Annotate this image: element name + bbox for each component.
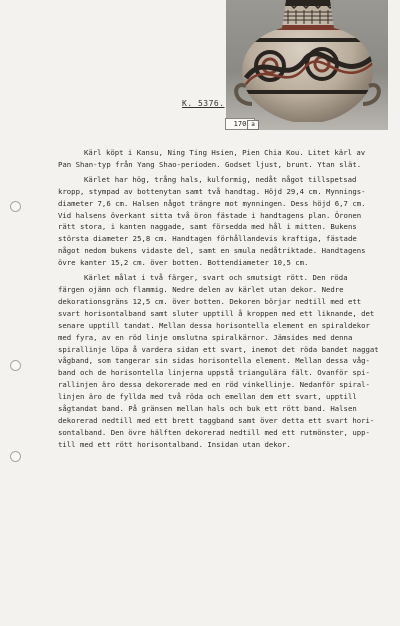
paragraph [58,174,384,269]
binder-hole-icon [10,451,21,462]
binder-hole-icon [10,201,21,212]
text-line: Pan Shan-typ från Yang Shao-perioden. Godset ljust, brunt. Ytan slät. [58,159,362,169]
text-line: diameter 7,6 cm. Halsen något trängre mot mynningen. Dess höjd 6,7 cm. [58,198,366,208]
text-line: till med ett rött horisontalband. Insidan utan dekor. [58,439,291,449]
painted-jar-image [226,0,388,130]
binder-hole-icon [10,360,21,371]
text-line: rallinjen äro dessa dekorerade med en röd vinkellinje. Nedanför spiral- [58,380,370,390]
photo-tag-label: a [247,120,259,130]
text-line: Kärlet har hög, trång hals, kulformig, nedåt något tillspetsad [84,174,357,184]
text-line: övre kanter 15,2 cm. över botten. Bottendiameter 10,5 cm. [58,258,309,268]
text-line: band och de horisontella linjerna uppstå triangulära fält. Ovanför spi- [58,368,370,378]
text-line: Kärl köpt i Kansu, Ning Ting Hsien, Pien Chia Kou. Litet kärl av [84,148,366,157]
text-line: senare upptill tandat. Mellan dessa horisontella element en spiraldekor [58,320,370,330]
text-line: rätt stora, i kanten naggade, samt försedda med hål i mitten. Bukens [58,222,357,232]
photo-number-label: 170 [225,118,255,130]
paragraph [58,272,384,451]
text-line: Vid halsens överkant sitta två öron fästade i handtagens plan. Öronen [58,210,362,220]
text-line: kropp, stympad av bottenytan samt två handtag. Höjd 29,4 cm. Mynnings- [58,186,366,196]
paragraph [58,147,384,171]
text-line: färgen ojämn och flammig. Nedre delen av kärlet utan dekor. Nedre [58,284,344,294]
text-line: svart horisontalband samt sluter upptill å kroppen med ett liknande, det [58,308,375,318]
text-line: något nedom bukens vidaste del, samt en smula nedåtriktade. Handtagens [58,246,366,256]
text-line: med fyra, av en röd linje omslutna spiralkärnor. Jämsides med denna [58,332,353,342]
text-line: linjen äro de fyllda med två röda och emellan dem ett svart, upptill [58,392,357,402]
catalog-number: K. 5376. [182,99,225,108]
text-line: Kärlet målat i två färger, svart och smutsigt rött. Den röda [84,273,348,283]
pottery-photo [226,0,388,130]
document-body [58,147,384,451]
text-line: spirallinje löpa å vardera sidan ett svart, inemot det röda bandet naggat [58,344,379,354]
text-line: sontalband. Den övre hälften dekorerad nedtill med ett rutmönster, upp- [58,427,370,437]
text-line: dekorationsgräns 12,5 cm. över botten. Dekoren börjar nedtill med ett [58,296,362,306]
text-line: vågband, som tangerar sin sidas horisontella element. Mellan dessa våg- [58,356,370,366]
text-line: sågtandat band. På gränsen mellan hals och buk ett rött band. Halsen [58,404,357,414]
text-line: dekorerad nedtill med ett brett taggband samt över detta ett svart hori- [58,415,375,425]
text-line: största diameter 25,8 cm. Handtagen förhållandevis kraftiga, fästade [58,234,357,244]
